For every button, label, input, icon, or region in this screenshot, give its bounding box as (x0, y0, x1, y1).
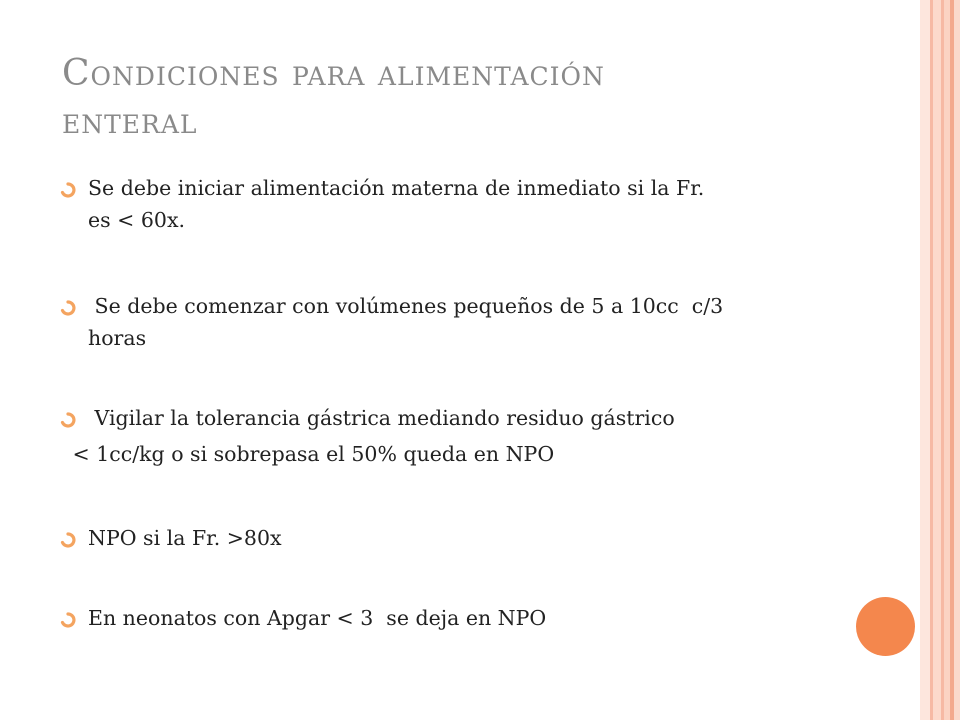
circle-ring-bullet-icon (60, 532, 76, 548)
bullet-text: Se debe comenzar con volúmenes pequeños de 5 a 10cc c/3 horas (88, 294, 724, 350)
bullet-text: NPO si la Fr. >80x (88, 526, 282, 550)
bullet-continuation-text: < 1cc/kg o si sobrepasa el 50% queda en NPO (66, 442, 555, 466)
title-line-2: enteral (62, 101, 198, 142)
circle-ring-bullet-icon (60, 300, 76, 316)
circle-ring-bullet-icon (60, 612, 76, 628)
page-title (62, 50, 882, 146)
stripe (954, 0, 960, 720)
decorative-orange-circle (856, 597, 915, 656)
circle-ring-bullet-icon (60, 412, 76, 428)
decorative-border-stripes (920, 0, 960, 720)
stripe (920, 0, 930, 720)
bullet-text: Se debe iniciar alimentación materna de inmediato si la Fr. es < 60x. (88, 176, 705, 232)
title-line-1: Condiciones para alimentación (62, 53, 605, 94)
bullet-text: En neonatos con Apgar < 3 se deja en NPO (88, 606, 547, 630)
stripe (933, 0, 941, 720)
bullet-text: Vigilar la tolerancia gástrica mediando residuo gástrico (88, 406, 675, 430)
circle-ring-bullet-icon (60, 182, 76, 198)
